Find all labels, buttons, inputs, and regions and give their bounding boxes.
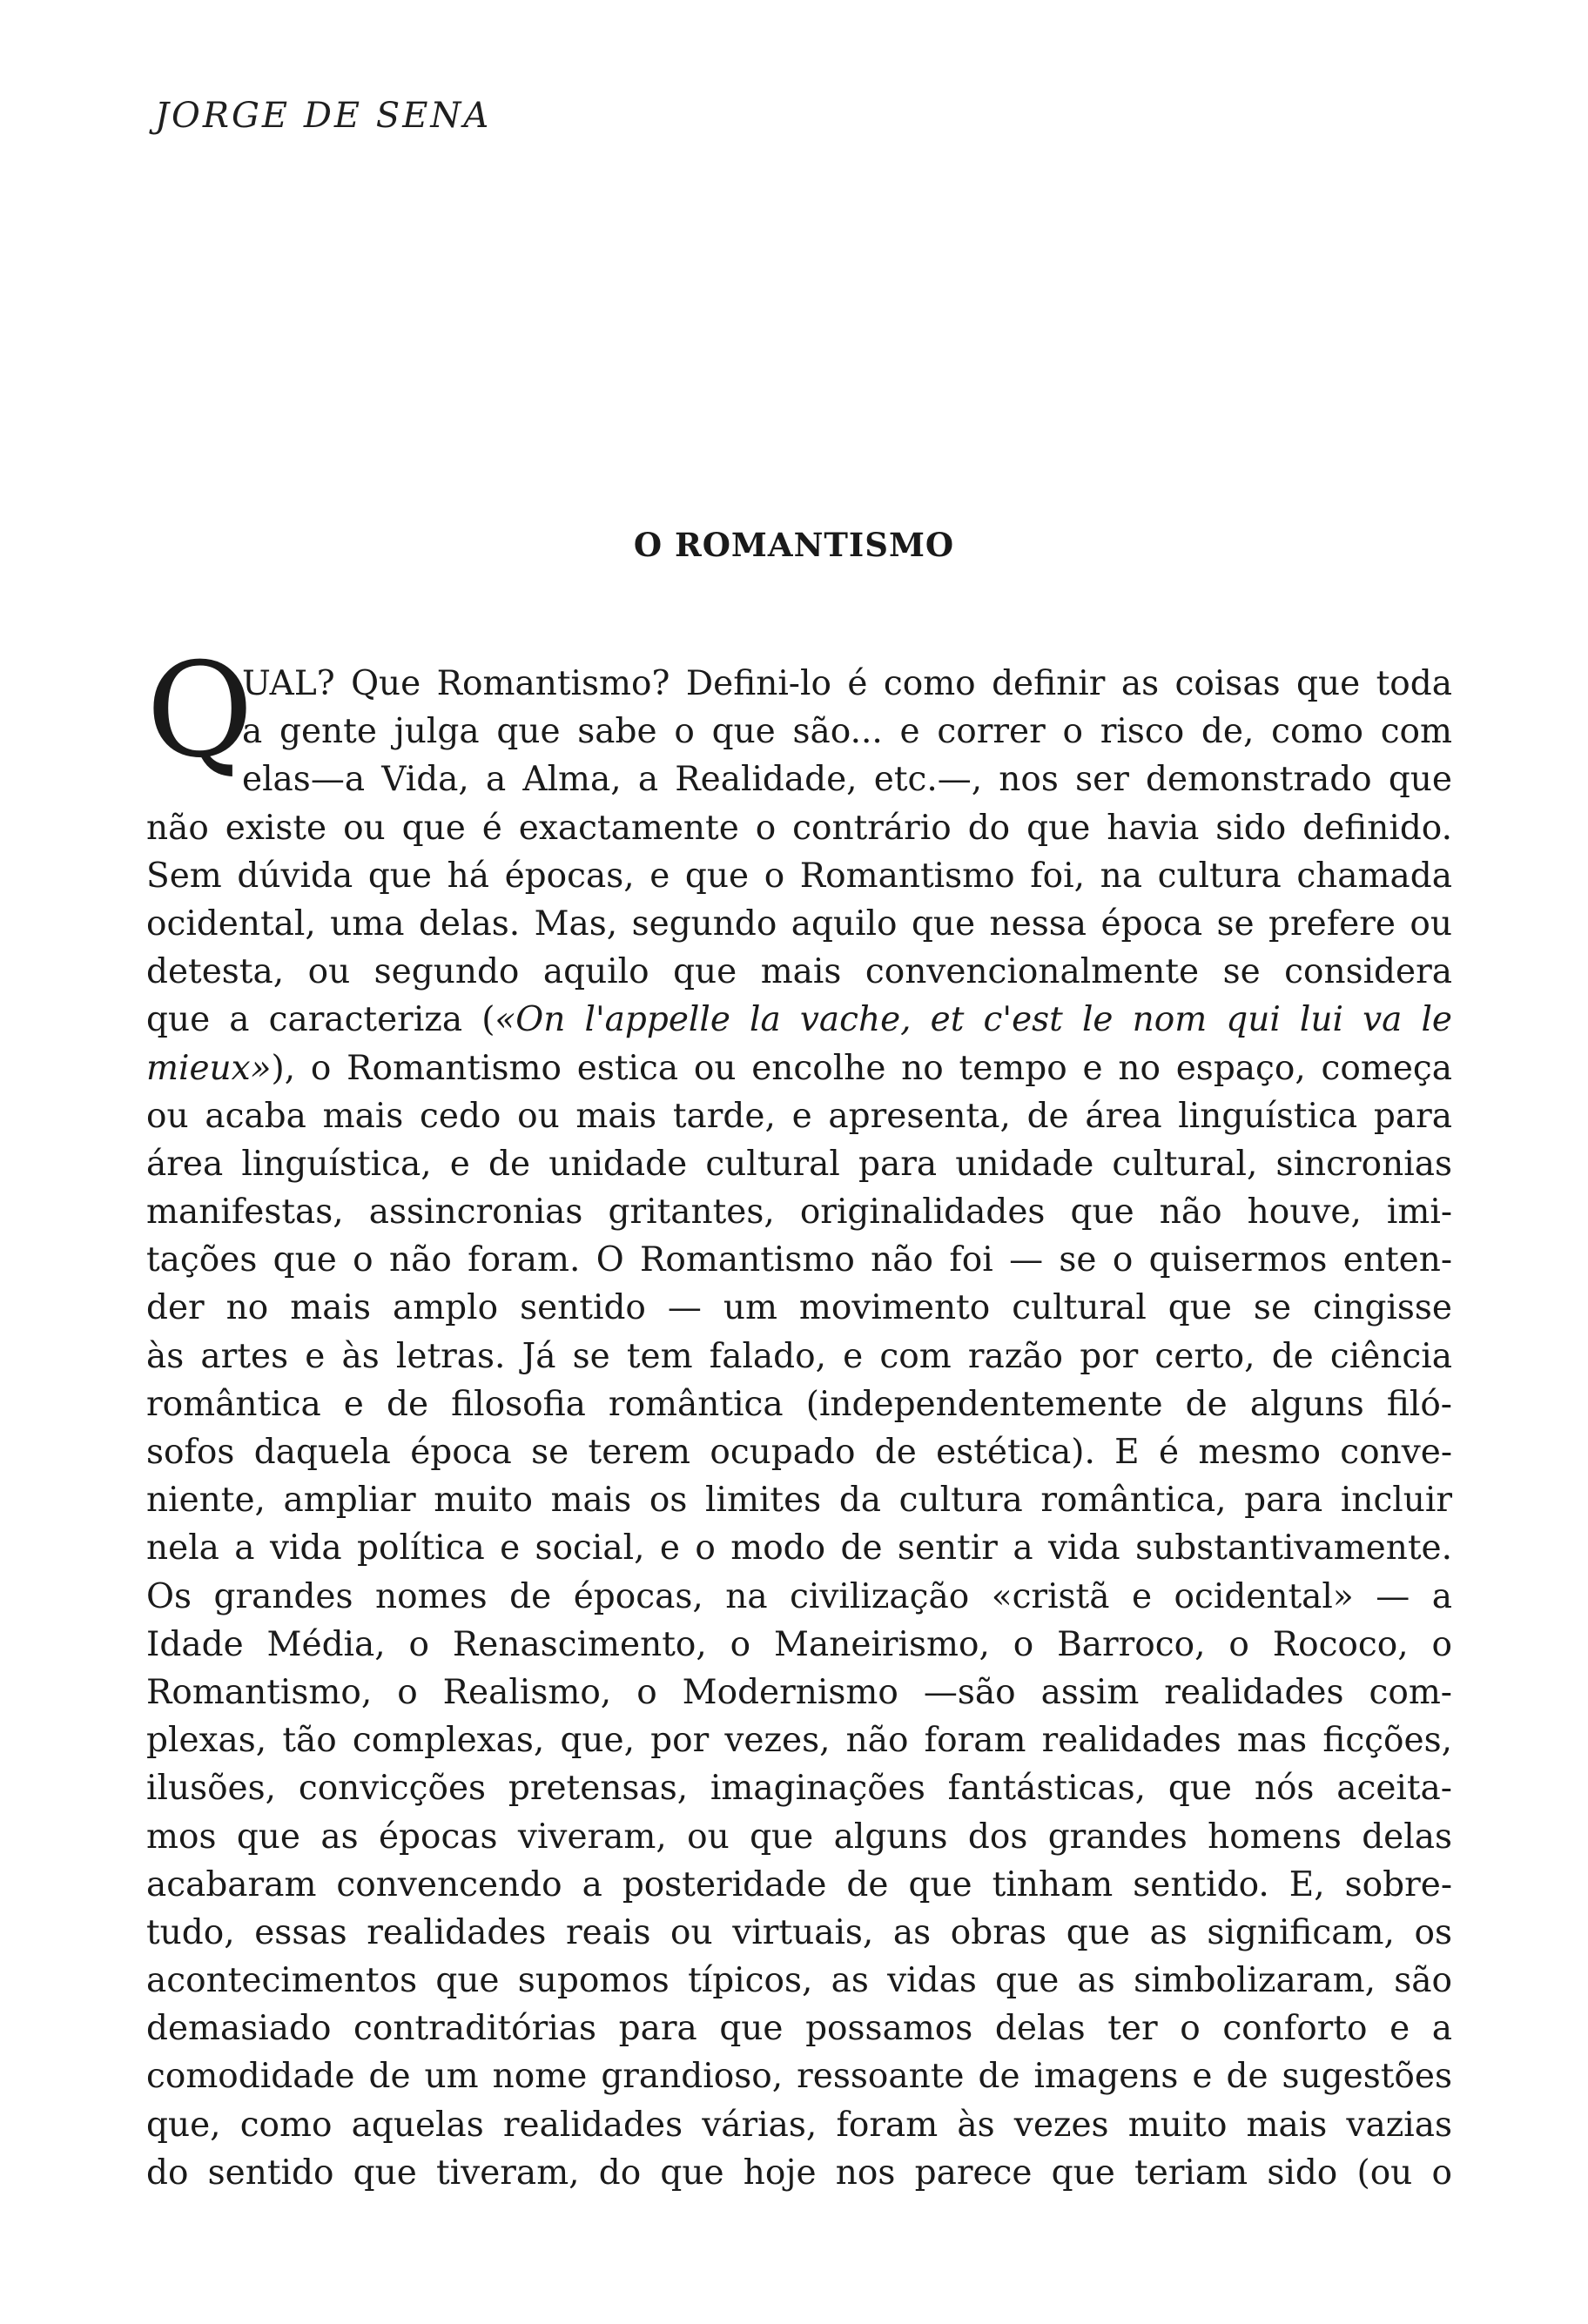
text-line: nela a vida política e social, e o modo de sentir a vida substantivamente. bbox=[146, 1528, 1452, 1568]
running-head-author: JORGE DE SENA bbox=[155, 96, 492, 136]
text-line: que a caracteriza («On l'appelle la vache, et c'est le nom qui lui va le bbox=[146, 1000, 1453, 1040]
text-line: plexas, tão complexas, que, por vezes, não foram realidades mas ficções, bbox=[146, 1721, 1452, 1761]
text-line: tudo, essas realidades reais ou virtuais, as obras que as significam, os bbox=[146, 1912, 1452, 1952]
text-line: Os grandes nomes de épocas, na civilização «cristã e ocidental» — a bbox=[146, 1576, 1452, 1616]
text-line: romântica e de filosofia romântica (independentemente de alguns filó- bbox=[146, 1384, 1452, 1424]
text-line: detesta, ou segundo aquilo que mais convencionalmente se considera bbox=[146, 952, 1452, 992]
text-line: mieux»), o Romantismo estica ou encolhe no tempo e no espaço, começa bbox=[146, 1048, 1452, 1088]
chapter-title: O ROMANTISMO bbox=[633, 526, 955, 564]
text-line: não existe ou que é exactamente o contrário do que havia sido definido. bbox=[146, 808, 1452, 848]
text-line: às artes e às letras. Já se tem falado, e com razão por certo, de ciência bbox=[146, 1336, 1452, 1376]
text-line: Romantismo, o Realismo, o Modernismo —são assim realidades com- bbox=[146, 1672, 1452, 1712]
text-line: demasiado contraditórias para que possamos delas ter o conforto e a bbox=[146, 2009, 1452, 2049]
text-line: manifestas, assincronias gritantes, originalidades que não houve, imi- bbox=[146, 1192, 1452, 1233]
text-line: niente, ampliar muito mais os limites da cultura romântica, para incluir bbox=[146, 1481, 1452, 1521]
text-line: der no mais amplo sentido — um movimento cultural que se cingisse bbox=[146, 1288, 1452, 1328]
text-line: acontecimentos que supomos típicos, as vidas que as simbolizaram, são bbox=[146, 1961, 1452, 2001]
text-line: elas—a Vida, a Alma, a Realidade, etc.—, nos ser demonstrado que bbox=[242, 760, 1452, 800]
text-line: UAL? Que Romantismo? Defini-lo é como definir as coisas que toda bbox=[242, 664, 1452, 703]
text-line: tações que o não foram. O Romantismo não foi — se o quisermos enten- bbox=[146, 1240, 1452, 1280]
text-line: a gente julga que sabe o que são... e correr o risco de, como com bbox=[242, 712, 1452, 752]
text-line: mos que as épocas viveram, ou que alguns dos grandes homens delas bbox=[146, 1817, 1452, 1857]
text-line: ocidental, uma delas. Mas, segundo aquilo que nessa época se prefere ou bbox=[146, 903, 1452, 944]
body-text bbox=[146, 660, 1452, 2197]
text-line: comodidade de um nome grandioso, ressoante de imagens e de sugestões bbox=[146, 2057, 1452, 2097]
text-line: ilusões, convicções pretensas, imaginações fantásticas, que nós aceita- bbox=[146, 1769, 1452, 1809]
drop-cap: Q bbox=[146, 635, 253, 787]
text-line: acabaram convencendo a posteridade de que tinham sentido. E, sobre- bbox=[146, 1864, 1452, 1904]
text-line: área linguística, e de unidade cultural para unidade cultural, sincronias bbox=[146, 1144, 1452, 1184]
text-line: sofos daquela época se terem ocupado de estética). E é mesmo conve- bbox=[146, 1433, 1452, 1472]
text-line: do sentido que tiveram, do que hoje nos parece que teriam sido (ou o bbox=[146, 2153, 1452, 2193]
text-line: Sem dúvida que há épocas, e que o Romantismo foi, na cultura chamada bbox=[146, 856, 1452, 896]
text-line: ou acaba mais cedo ou mais tarde, e apresenta, de área linguística para bbox=[146, 1096, 1452, 1136]
text-line: Idade Média, o Renascimento, o Maneirismo, o Barroco, o Rococo, o bbox=[146, 1624, 1452, 1664]
text-line: que, como aquelas realidades várias, foram às vezes muito mais vazias bbox=[146, 2105, 1452, 2145]
